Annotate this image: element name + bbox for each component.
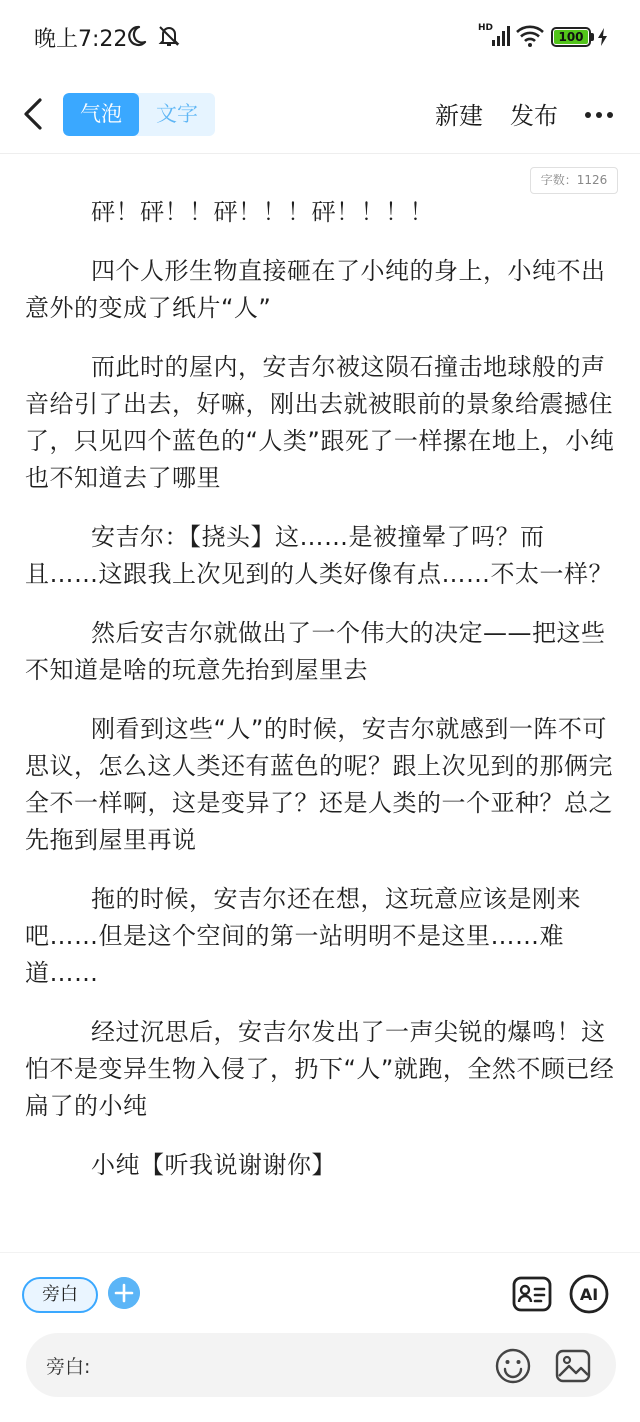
battery-level: 100: [554, 30, 588, 44]
story-paragraph: 四个人形生物直接砸在了小纯的身上，小纯不出意外的变成了纸片“人”: [25, 257, 606, 322]
word-count-badge: 字数：1126: [530, 167, 618, 194]
mode-switch: [63, 93, 215, 136]
story-paragraph: 刚看到这些“人”的时候，安吉尔就感到一阵不可思议，怎么这人类还有蓝色的呢？跟上次见到的那俩完全不一样啊，这是变异了？还是人类的一个亚种？总之先拖到屋里再说: [25, 715, 613, 854]
charging-icon: [597, 27, 609, 47]
status-time: 晚上7:22: [34, 27, 128, 52]
hd-label: HD: [478, 23, 494, 33]
back-arrow-icon[interactable]: [18, 94, 50, 134]
story-paragraph: 而此时的屋内，安吉尔被这陨石撞击地球般的声音给引了出去，好嘛，刚出去就被眼前的景象给震撼住了，只见四个蓝色的“人类”跟死了一样摞在地上，小纯也不知道去了哪里: [25, 353, 615, 492]
wifi-icon: [515, 24, 545, 48]
moon-icon: [124, 24, 148, 48]
input-row: [26, 1333, 616, 1397]
composer-bar: [0, 1252, 640, 1422]
story-paragraph: 然后安吉尔就做出了一个伟大的决定——把这些不知道是啥的玩意先抬到屋里去: [25, 619, 606, 684]
add-role-icon[interactable]: [108, 1277, 140, 1309]
new-button[interactable]: 新建: [435, 102, 483, 130]
story-paragraph: 安吉尔：【挠头】这……是被撞晕了吗？而且……这跟我上次见到的人类好像有点……不太一样？: [25, 523, 613, 588]
role-chip-narrator[interactable]: 旁白: [22, 1277, 98, 1313]
tab-text-mode[interactable]: 文字: [156, 102, 198, 126]
battery-indicator: [551, 27, 591, 47]
ai-assist-icon[interactable]: [568, 1273, 610, 1315]
ai-icon-label: AI: [579, 1285, 599, 1304]
character-card-icon[interactable]: [511, 1273, 553, 1315]
more-options-icon[interactable]: [584, 111, 614, 119]
publish-button[interactable]: 发布: [510, 102, 558, 130]
input-role-label: 旁白:: [46, 1356, 91, 1378]
story-paragraph: 拖的时候，安吉尔还在想，这玩意应该是刚来吧……但是这个空间的第一站明明不是这里……难道……: [25, 885, 581, 987]
image-icon[interactable]: [554, 1347, 592, 1385]
bell-off-icon: [156, 23, 182, 49]
story-paragraph: 砰！砰！！砰！！！砰！！！！: [91, 198, 434, 226]
tab-bubble-mode[interactable]: 气泡: [63, 93, 139, 136]
status-bar: [0, 0, 640, 76]
signal-icon: [478, 24, 510, 48]
story-paragraph: 小纯【听我说谢谢你】: [91, 1151, 336, 1179]
emoji-icon[interactable]: [494, 1347, 532, 1385]
story-paragraph: 经过沉思后，安吉尔发出了一声尖锐的爆鸣！这怕不是变异生物入侵了，扔下“人”就跑，全然不顾已经扁了的小纯: [25, 1018, 615, 1120]
message-input[interactable]: [110, 1345, 490, 1385]
editor-header: [0, 80, 640, 154]
story-content[interactable]: [25, 190, 617, 1206]
battery-cap: [591, 33, 594, 41]
